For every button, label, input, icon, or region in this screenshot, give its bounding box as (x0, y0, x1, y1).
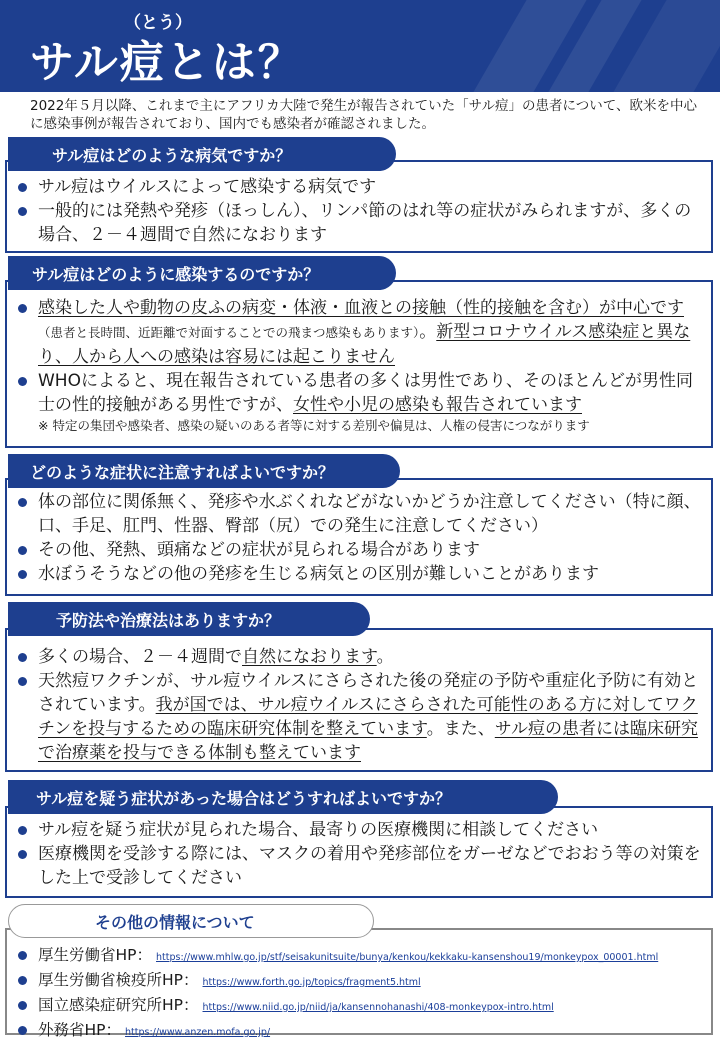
section-list-prevention (14, 645, 704, 765)
section-heading-prevention: 予防法や治療法はありますか？ (8, 602, 370, 636)
forth-link[interactable]: https://www.forth.go.jp/topics/fragment5.html (202, 977, 421, 988)
punctuation: 。 (376, 647, 394, 667)
section-list-consult (14, 818, 704, 890)
list-item: 水ぼうそうなどの他の発疹を生じる病気との区別が難しいことがあります (14, 562, 704, 586)
mhlw-link[interactable]: https://www.mhlw.go.jp/stf/seisakunitsuite/bunya/kenkou/kekkaku-kansenshou19/monkeypox_00001.html (156, 952, 659, 963)
page-header (0, 0, 720, 92)
intro-text: 2022年５月以降、これまで主にアフリカ大陸で発生が報告されていた「サル痘」の患者について、欧米を中心に感染事例が報告されており、国内でも感染者が確認されました。 (30, 98, 697, 132)
body-text: 天然痘ワクチンが、サル痘ウイルスにさらされた後の発症の予防や重症化予防に有効とされています。 (38, 671, 699, 715)
list-item: サル痘を疑う症状が見られた場合、最寄りの医療機関に相談してください (14, 818, 704, 842)
body-text: WHOによると、現在報告されている患者の多くは男性であり、そのほとんどが男性同士の性的接触がある男性ですが、 (38, 371, 693, 415)
discrimination-note: ※ 特定の集団や感染者、感染の疑いのある者等に対する差別や偏見は、人権の侵害につながります (38, 418, 590, 433)
list-item: その他、発熱、頭痛などの症状が見られる場合があります (14, 538, 704, 562)
link-label: 外務省HP： (38, 1021, 122, 1039)
link-item-forth (14, 969, 658, 994)
link-label: 厚生労働省検疫所HP： (38, 971, 199, 989)
supplement-text: （患者と長時間、近距離で対面することでの飛まつ感染もあります） (38, 325, 420, 340)
key-point-text: 女性や小児の感染も報告されています (293, 395, 582, 415)
section-list-disease (14, 175, 704, 247)
list-item (14, 369, 704, 417)
title-ruby: （とう） (124, 13, 192, 33)
page-title: サル痘とは？ (30, 37, 304, 88)
key-point-text: 我が国では、サル痘ウイルスにさらされた可能性のある方に対してワクチンを投与するための臨床研究体制を整えています (38, 695, 698, 739)
list-item (14, 645, 704, 669)
other-info-links (14, 944, 658, 1040)
section-heading-symptoms: どのような症状に注意すればよいですか？ (8, 454, 400, 488)
body-text: 多くの場合、２－４週間で (38, 647, 242, 667)
mofa-link[interactable]: https://www.anzen.mofa.go.jp/ (125, 1027, 271, 1038)
link-item-mofa (14, 1019, 658, 1040)
link-label: 国立感染症研究所HP： (38, 996, 199, 1014)
list-item (14, 296, 704, 369)
link-label: 厚生労働省HP： (38, 946, 153, 964)
link-item-niid (14, 994, 658, 1019)
key-point-text: 自然になおります (242, 647, 377, 667)
punctuation: 。また、 (426, 719, 495, 739)
other-info-heading: その他の情報について (8, 904, 374, 938)
key-point-text: 新型コロナウイルス感染症と異なり、人から人への感染は容易には起こりません (38, 322, 691, 367)
niid-link[interactable]: https://www.niid.go.jp/niid/ja/kansennohanashi/408-monkeypox-intro.html (202, 1002, 554, 1013)
list-item (14, 669, 704, 765)
section-heading-consult: サル痘を疑う症状があった場合はどうすればよいですか？ (8, 780, 558, 814)
list-item: 医療機関を受診する際には、マスクの着用や発疹部位をガーゼなどでおおう等の対策をした上で受診してください (14, 842, 704, 890)
link-item-mhlw (14, 944, 658, 969)
section-heading-disease: サル痘はどのような病気ですか？ (8, 137, 396, 171)
key-point-text: 感染した人や動物の皮ふの病変・体液・血液との接触（性的接触を含む）が中心です (38, 298, 684, 318)
section-heading-infection: サル痘はどのように感染するのですか？ (8, 256, 396, 290)
key-point-text: サル痘の患者には臨床研究で治療薬を投与できる体制も整えています (38, 719, 698, 763)
list-item: 体の部位に関係無く、発疹や水ぶくれなどがないかどうか注意してください（特に顔、口、手足、肛門、性器、臀部（尻）での発生に注意してください） (14, 490, 704, 538)
list-item: 一般的には発熱や発疹（ほっしん）、リンパ節のはれ等の症状がみられますが、多くの場合、２－４週間で自然になおります (14, 199, 704, 247)
punctuation: 。 (419, 322, 437, 342)
list-item: サル痘はウイルスによって感染する病気です (14, 175, 704, 199)
section-list-infection (14, 296, 704, 435)
section-list-symptoms (14, 490, 704, 586)
